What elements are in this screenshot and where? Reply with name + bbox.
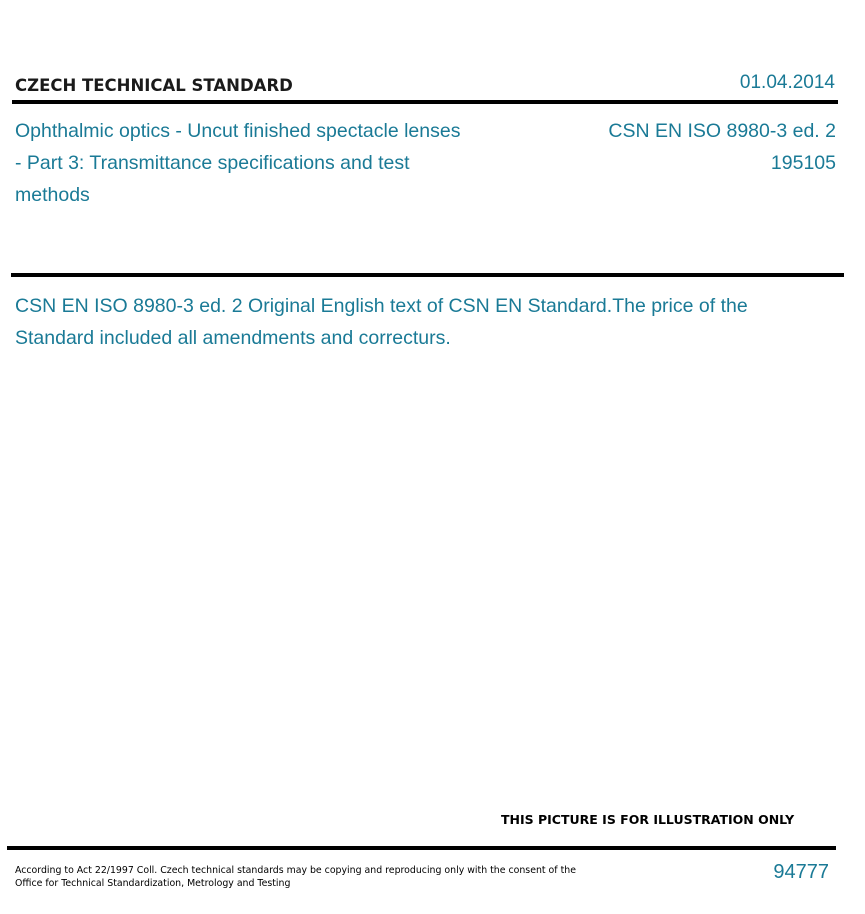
bottom-divider	[7, 846, 836, 850]
legal-notice: According to Act 22/1997 Coll. Czech technical standards may be copying and reproducing only with the consent of the Office for Technical Standardization, Metrology and Testing	[15, 865, 576, 889]
middle-divider	[11, 273, 844, 277]
standard-designation: CSN EN ISO 8980-3 ed. 2	[608, 120, 836, 142]
top-divider	[12, 100, 838, 104]
standard-description: CSN EN ISO 8980-3 ed. 2 Original English text of CSN EN Standard.The price of the Standard included all amendments and correcturs.	[15, 295, 748, 349]
document-type-heading: CZECH TECHNICAL STANDARD	[15, 76, 293, 95]
illustration-notice: THIS PICTURE IS FOR ILLUSTRATION ONLY	[501, 812, 795, 827]
publication-date: 01.04.2014	[739, 72, 835, 93]
footer-code: 94777	[773, 861, 829, 883]
standard-title: Ophthalmic optics - Uncut finished spectacle lenses - Part 3: Transmittance specifications and test methods	[15, 120, 461, 206]
standard-codes	[608, 115, 836, 179]
catalog-number: 195105	[770, 152, 836, 174]
